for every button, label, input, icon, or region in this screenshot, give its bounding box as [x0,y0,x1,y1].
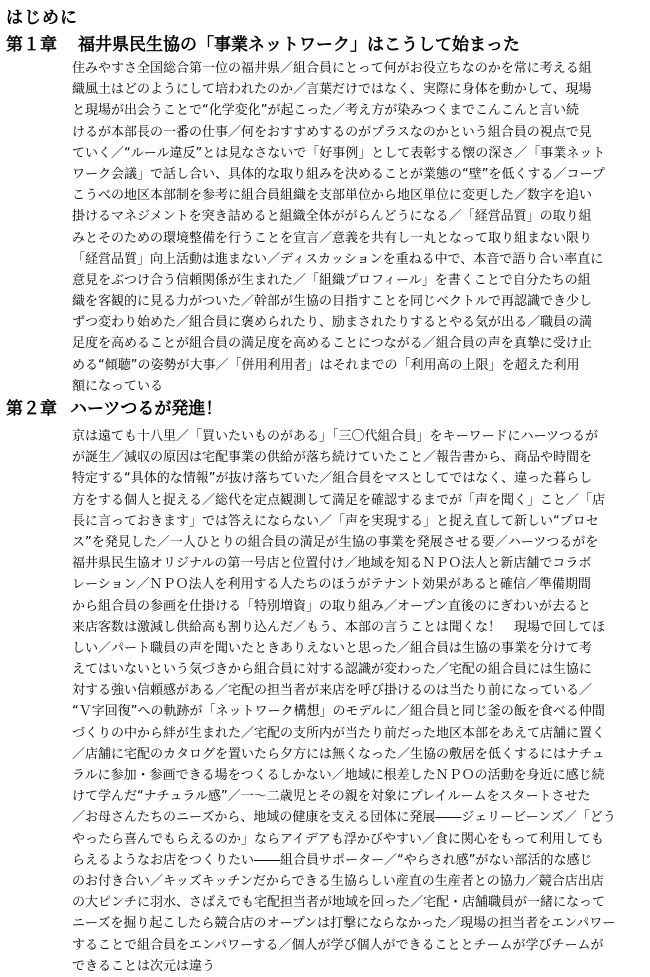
summary-line: 織風土はどのようにして培われたのか／言葉だけではなく、実際に身体を動かして、現場 [72,82,592,98]
chapter-1-number: 第１章 [6,35,57,55]
chapter-2-summary [72,426,644,977]
summary-line: ス”を発見した／一人ひとりの組合員の満足が生協の事業を発展させる要／ハーツつるがを [72,534,599,550]
summary-line: けて学んだ“ナチュラル感”／一～二歳児とその親を対象にプレイルームをスタートさせた [72,789,591,805]
chapter-2-heading [6,397,222,421]
summary-line: から組合員の参画を仕掛ける「特別増資」の取り組み／オープン直後のにぎわいが去ると [72,598,591,614]
summary-line: と現場が出会うことで“化学変化”が起こった／考え方が染みつくまでこんこんと言い続 [72,103,579,119]
chapter-1-title: 福井県民生協の「事業ネットワーク」はこうして始まった [78,35,520,55]
chapter-2-title: ハーツつるが発進！ [70,399,223,419]
summary-line: のお付き合い／キッズキッチンだからできる生協らしい産直の生産者との協力／競合店出店 [72,873,604,889]
chapter-2-number: 第２章 [6,399,57,419]
intro-heading: はじめに [6,8,78,28]
summary-line: 長に言っておきます」では答えにならない／「声を実現する」と捉え直して新しい“プロセ [72,513,599,529]
summary-line: の大ピンチに羽水、さばえでも宅配担当者が地域を回った／宅配・店舗職員が一緒になって [72,895,606,911]
summary-line: ていく／“ルール違反”とは見なさないで「好事例」として表彰する懐の深さ／「事業ネット [72,145,606,161]
chapter-1-heading [6,33,520,57]
summary-line: らえるようなお店をつくりたい――組合員サポーター／“やらされ感”がない部活的な感じ [72,852,593,868]
summary-line: こうべの地区本部制を参考に組合員組織を支部単位から地区単位に変更した／数字を追い [72,188,593,204]
summary-line: ワーク会議」で話し合い、具体的な取り組みを決めることが業態の“壁”を低くする／コープ [72,166,605,182]
summary-line: できることは次元は違う [72,958,216,974]
summary-line: しい／パート職員の声を聞いたときありえないと思った／組合員は生協の事業を分けて考 [72,640,593,656]
summary-line: “Ｖ字回復”への軌跡が「ネットワーク構想」のモデルに／組合員と同じ釜の飯を食べる仲間 [72,704,605,720]
summary-line: 「経営品質」向上活動は進まない／ディスカッションを重ねる中で、本音で語り合い率直に [72,251,604,267]
summary-line: める“傾聴”の姿勢が大事／「併用利用者」はそれまでの「利用高の上限」を超えた利用 [72,357,580,373]
summary-line: 京は遠ても十八里／「買いたいものがある」「三〇代組合員」をキーワードにハーツつるが [72,429,598,444]
summary-line: ラルに参加・参画できる場をつくるしかない／地域に根差したＮＰＯの活動を身近に感じ続 [72,768,605,783]
summary-line: 額になっている [72,378,164,394]
summary-line: みとそのための環境整備を行うことを宣言／意義を共有し一丸となって取り組まない限り [72,230,593,246]
chapter-1-summary [72,58,644,397]
summary-line: 方をする個人と捉える／総代を定点観測して満足を確認するまでが「声を聞く」こと／「店 [72,492,606,508]
summary-line: 掛けるマネジメントを突き詰めると組織全体ががらんどうになる／「経営品質」の取り組 [72,209,592,225]
summary-line: ／店舗に宅配のカタログを置いたら夕方には無くなった／生協の敷居を低くするにはナチュ [72,746,605,762]
summary-line: 住みやすさ全国総合第一位の福井県／組合員にとって何がお役立ちなのかを常に考える組 [72,61,592,76]
summary-line: ニーズを掘り起こしたら競合店のオープンは打撃にならなかった／現場の担当者をエンパワー [72,916,616,932]
summary-line: ／お母さんたちのニーズから、地域の健康を支える団体に発展――ジェリービーンズ／「どう [72,810,616,826]
summary-line: やったら喜んでもらえるのか」ならアイデアも浮かびやすい／食に関心をもって利用しても [72,831,604,847]
summary-line: 来店客数は激減し供給高も割り込んだ／もう、本部の言うことは聞くな！ 現場で回してほ [72,619,606,635]
summary-line: 福井県民生協オリジナルの第一号店と位置付け／地域を知るＮＰＯ法人と新店舗でコラボ [72,556,592,572]
summary-line: 特定する“具体的な情報”が抜け落ちていた／組合員をマスとしてではなく、違った暮らし [72,471,593,487]
summary-line: 対する強い信頼感がある／宅配の担当者が来店を呼び掛けるのは当たり前になっている／ [72,683,593,699]
summary-line: けるが本部長の一番の仕事／何をおすすめするのがプラスなのかという組合員の視点で見 [72,124,592,140]
summary-line: づくりの中から絆が生まれた／宅配の支所内が当たり前だった地区本部をあえて店舗に置く [72,725,606,741]
summary-line: が誕生／減収の原因は宅配事業の供給が落ち続けていたこと／報告書から、商品や時間を [72,450,593,466]
summary-line: ずつ変わり始めた／組合員に褒められたり、励まされたりするとやる気が出る／職員の満 [72,315,593,331]
summary-line: 織を客観的に見る力がついた／幹部が生協の目指すことを同じベクトルで再認識でき少し [72,294,593,310]
summary-line: レーション／ＮＰＯ法人を利用する人たちのほうがテナント効果があると確信／準備期間 [72,577,591,593]
summary-line: 足度を高めることが組合員の満足度を高めることにつながる／組合員の声を真摯に受け止 [72,336,592,352]
summary-line: 意見をぶつけ合う信頼関係が生まれた／「組織プロフィール」を書くことで自分たちの組 [72,272,591,288]
summary-line: することで組合員をエンパワーする／個人が学び個人ができることとチームが学びチームが [72,937,604,953]
summary-line: えてはいないという気づきから組合員に対する認識が変わった／宅配の組合員には生協に [72,662,592,678]
